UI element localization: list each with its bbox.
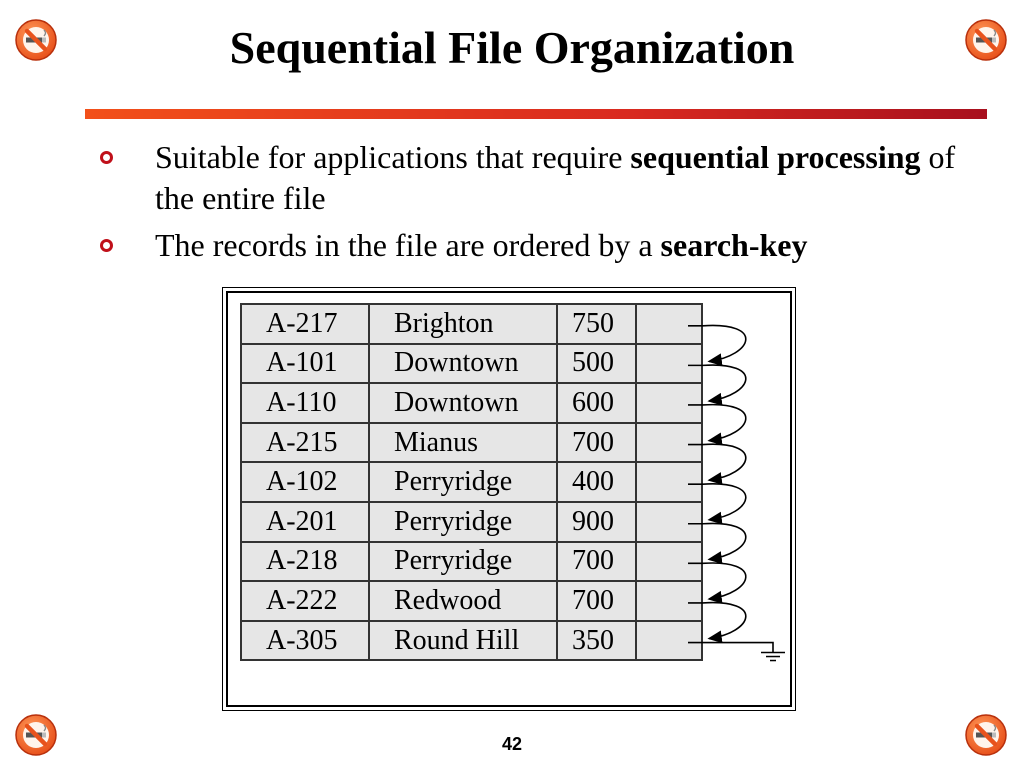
table-row [241, 542, 702, 582]
bullet-list [100, 137, 1000, 272]
branch-name-cell: Perryridge [369, 462, 557, 502]
bullet-text-part: Suitable for applications that require [155, 139, 631, 175]
table-row [241, 423, 702, 463]
branch-name-cell: Brighton [369, 304, 557, 344]
bullet-text-bold: search-key [660, 227, 808, 263]
table-row [241, 621, 702, 661]
pointer-cell [636, 581, 702, 621]
table-row [241, 462, 702, 502]
bullet-marker [100, 239, 113, 252]
account-number-cell: A-305 [241, 621, 369, 661]
branch-name-cell: Redwood [369, 581, 557, 621]
pointer-cell [636, 423, 702, 463]
pointer-cell [636, 344, 702, 384]
account-number-cell: A-101 [241, 344, 369, 384]
table-row [241, 344, 702, 384]
bullet-marker [100, 151, 113, 164]
table-row [241, 304, 702, 344]
account-number-cell: A-217 [241, 304, 369, 344]
bullet-text-part: of the entire file [155, 139, 956, 216]
balance-cell: 500 [557, 344, 636, 384]
bullet-text-part: The records in the file are ordered by a [155, 227, 661, 263]
pointer-cell [636, 304, 702, 344]
table-row [241, 383, 702, 423]
table-row [241, 502, 702, 542]
balance-cell: 400 [557, 462, 636, 502]
title-divider [85, 109, 987, 119]
bullet-item [100, 137, 1000, 219]
account-number-cell: A-102 [241, 462, 369, 502]
bullet-item [100, 225, 1000, 266]
balance-cell: 700 [557, 542, 636, 582]
branch-name-cell: Perryridge [369, 542, 557, 582]
account-number-cell: A-218 [241, 542, 369, 582]
balance-cell: 600 [557, 383, 636, 423]
balance-cell: 350 [557, 621, 636, 661]
pointer-cell [636, 502, 702, 542]
bullet-text-bold: sequential processing [630, 139, 921, 175]
page-number: 42 [501, 734, 523, 754]
account-number-cell: A-201 [241, 502, 369, 542]
balance-cell: 700 [557, 581, 636, 621]
branch-name-cell: Downtown [369, 344, 557, 384]
records-table [240, 303, 703, 661]
table-row [241, 581, 702, 621]
branch-name-cell: Mianus [369, 423, 557, 463]
branch-name-cell: Perryridge [369, 502, 557, 542]
balance-cell: 900 [557, 502, 636, 542]
account-number-cell: A-110 [241, 383, 369, 423]
branch-name-cell: Downtown [369, 383, 557, 423]
account-number-cell: A-215 [241, 423, 369, 463]
balance-cell: 750 [557, 304, 636, 344]
pointer-cell [636, 383, 702, 423]
pointer-cell [636, 542, 702, 582]
pointer-cell [636, 621, 702, 661]
account-number-cell: A-222 [241, 581, 369, 621]
slide-title: Sequential File Organization [229, 22, 795, 73]
balance-cell: 700 [557, 423, 636, 463]
pointer-cell [636, 462, 702, 502]
branch-name-cell: Round Hill [369, 621, 557, 661]
